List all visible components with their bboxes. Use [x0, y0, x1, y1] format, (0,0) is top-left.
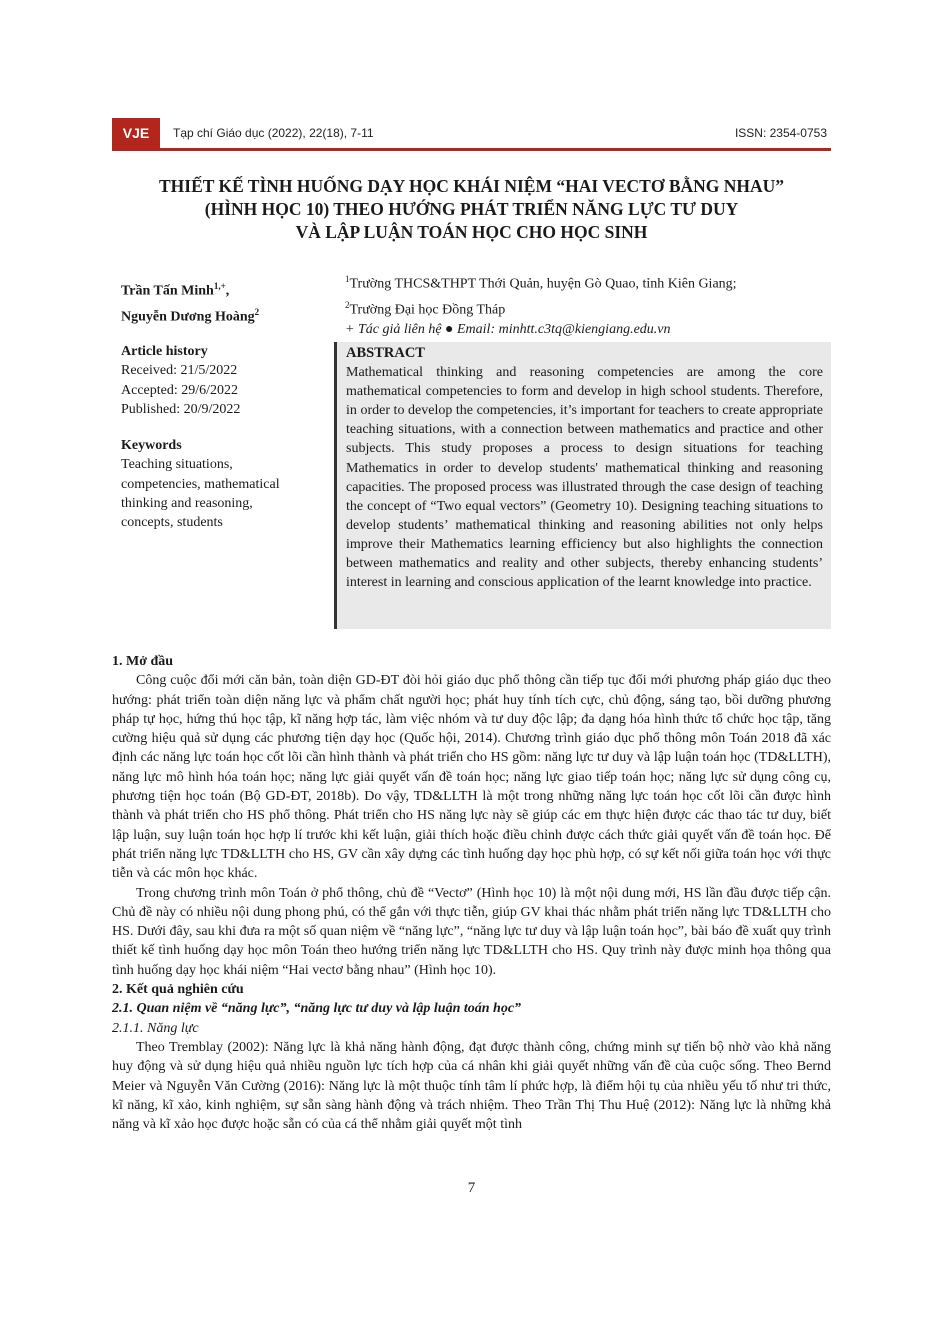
journal-badge: VJE [112, 118, 160, 148]
section-heading: 1. Mở đầu [112, 654, 174, 669]
paragraph: Công cuộc đổi mới căn bản, toàn diện GD-ĐT đòi hỏi giáo dục phổ thông cần tiếp tục đổi mới phương pháp giáo dục theo hướng: phát triển toàn diện năng lực và phẩm chất người học; phát huy tính tích cực, chủ động, sáng tạo, bồi dưỡng phương pháp tự học, hứng thú học tập, kĩ năng hợp tác, làm việc nhóm và tư duy độc lập; đa dạng hóa hình thức tổ chức học tập, tăng cường hiệu quả sử dụng các phương tiện dạy học (Quốc hội, 2014). Chương trình giáo dục phổ thông môn Toán 2018 đã xác định các năng lực toán học cốt lõi cần hình thành và phát triển cho HS gồm: năng lực tư duy và lập luận toán học (TD&LLTH), năng lực mô hình hóa toán học; năng lực giải quyết vấn đề toán học; năng lực giao tiếp toán học; năng lực sử dụng công cụ, phương tiện học toán (Bộ GD-ĐT, 2018b). Do vậy, TD&LLTH là một trong những năng lực toán học cốt lõi cần được hình thành và phát triển cho HS phổ thông. Phát triển cho HS năng lực này sẽ giúp các em thực hiện được các thao tác tư duy, biết lập luận, suy luận toán học hợp lí trước khi kết luận, giải thích hoặc điều chỉnh được cách thức giải quyết vấn đề toán học. Để phát triển năng lực TD&LLTH cho HS, GV cần xây dựng các tình huống dạy học phù hợp, có sự kết nối giữa toán học với thực tiễn và các môn học khác. [112, 673, 831, 882]
author-2: Nguyễn Dương Hoàng$^2$ [121, 306, 260, 325]
paragraph: Theo Tremblay (2002): Năng lực là khả năng hành động, đạt được thành công, chứng minh sự tiến bộ nhờ vào khả năng huy động và sử dụng hiệu quả nhiều nguồn lực tích hợp của cá nhân khi giải quyết những vấn đề của cuộc sống. Theo Bernd Meier và Nguyễn Văn Cường (2016): Năng lực là một thuộc tính tâm lí phức hợp, là điểm hội tụ của nhiều yếu tố như tri thức, kĩ năng, kĩ xảo, kinh nghiệm, sự sẵn sàng hành động và trách nhiệm. Theo Trần Thị Thu Huệ (2012): Năng lực là những khả năng và kĩ xảo học được hoặc sẵn có của cá thể nhằm giải quyết một tình [112, 1039, 831, 1133]
history-heading: Article history [121, 344, 208, 359]
subsubsection-heading: 2.1.1. Năng lực [112, 1020, 199, 1036]
keywords-line: concepts, students [121, 515, 223, 531]
title-line-3: VÀ LẬP LUẬN TOÁN HỌC CHO HỌC SINH [295, 222, 648, 242]
abstract-heading: ABSTRACT [346, 345, 425, 361]
title-line-1: THIẾT KẾ TÌNH HUỐNG DẠY HỌC KHÁI NIỆM “HAI VECTƠ BẰNG NHAU” [158, 176, 785, 196]
abstract-box [334, 342, 831, 629]
journal-citation: Tạp chí Giáo dục (2022), 22(18), 7-11 [173, 126, 374, 140]
published-date: Published: 20/9/2022 [121, 401, 241, 417]
author-1: Trần Tấn Minh$^{1,+}$, [121, 281, 230, 299]
subsection-heading: 2.1. Quan niệm về “năng lực”, “năng lực tư duy và lập luận toán học” [112, 1001, 522, 1017]
affiliation-1: $^1$Trường THCS&THPT Thới Quản, huyện Gò Quao, tỉnh Kiên Giang; [345, 274, 737, 292]
keywords-line: thinking and reasoning, [121, 496, 253, 512]
corresponding-contact: + Tác giả liên hệ ● Email: minhtt.c3tq@kiengiang.edu.vn [345, 322, 671, 338]
keywords-heading: Keywords [121, 438, 182, 454]
paragraph: Trong chương trình môn Toán ở phổ thông, chủ đề “Vectơ” (Hình học 10) là một nội dung mới, HS lần đầu được tiếp cận. Chủ đề này có nhiều nội dung phong phú, có thể gắn với thực tiễn, giúp GV khai thác nhằm phát triển năng lực TD&LLTH cho HS. Dưới đây, sau khi đưa ra một số quan niệm về “năng lực”, “năng lực tư duy và lập luận toán học”, bài báo đề xuất quy trình thiết kế tình huống dạy học môn Toán theo hướng triển năng lực TD&LLTH cho HS. Quy trình này được minh họa thông qua tình huống dạy học khái niệm “Hai vectơ bằng nhau” (Hình học 10). [112, 885, 831, 978]
spacer [121, 419, 331, 436]
affiliation-2: $^2$Trường Đại học Đồng Tháp [345, 299, 506, 318]
accepted-date: Accepted: 29/6/2022 [121, 382, 239, 398]
journal-header [112, 118, 831, 150]
issn: ISSN: 2354-0753 [734, 126, 827, 140]
title-line-2: (HÌNH HỌC 10) THEO HƯỚNG PHÁT TRIỂN NĂNG LỰC TƯ DUY [204, 199, 739, 219]
keywords-line: competencies, mathematical [121, 476, 280, 492]
body-text [112, 652, 831, 1134]
keywords-line: Teaching situations, [121, 457, 233, 473]
article-sidebar [121, 342, 331, 533]
page-number: 7 [467, 1180, 476, 1196]
paper-title [112, 175, 831, 244]
authors [121, 276, 259, 327]
header-rule [112, 148, 831, 151]
abstract-text: Mathematical thinking and reasoning competencies are among the core mathematical competencies to form and develop in high school students. Therefore, in order to develop the competencies, it’s important for teachers to create appropriate teaching situations, with a connection between mathematics and practice and other subjects. This study proposes a process to design situations for teaching Mathematics in order to develop students' mathematical thinking and reasoning capacities. The proposed process was illustrated through the case design of teaching the concept of “Two equal vectors” (Geometry 10). Designing teaching situations to develop students’ mathematical thinking and reasoning abilities not only helps improve their Mathematics learning efficiency but also highlights the connection between mathematics and reality and other subjects, thereby enhancing students’ interest in learning and conscious application of the learnt knowledge into practice. [346, 365, 823, 591]
received-date: Received: 21/5/2022 [121, 363, 238, 379]
section-heading: 2. Kết quả nghiên cứu [112, 982, 244, 998]
affiliations [345, 269, 737, 340]
